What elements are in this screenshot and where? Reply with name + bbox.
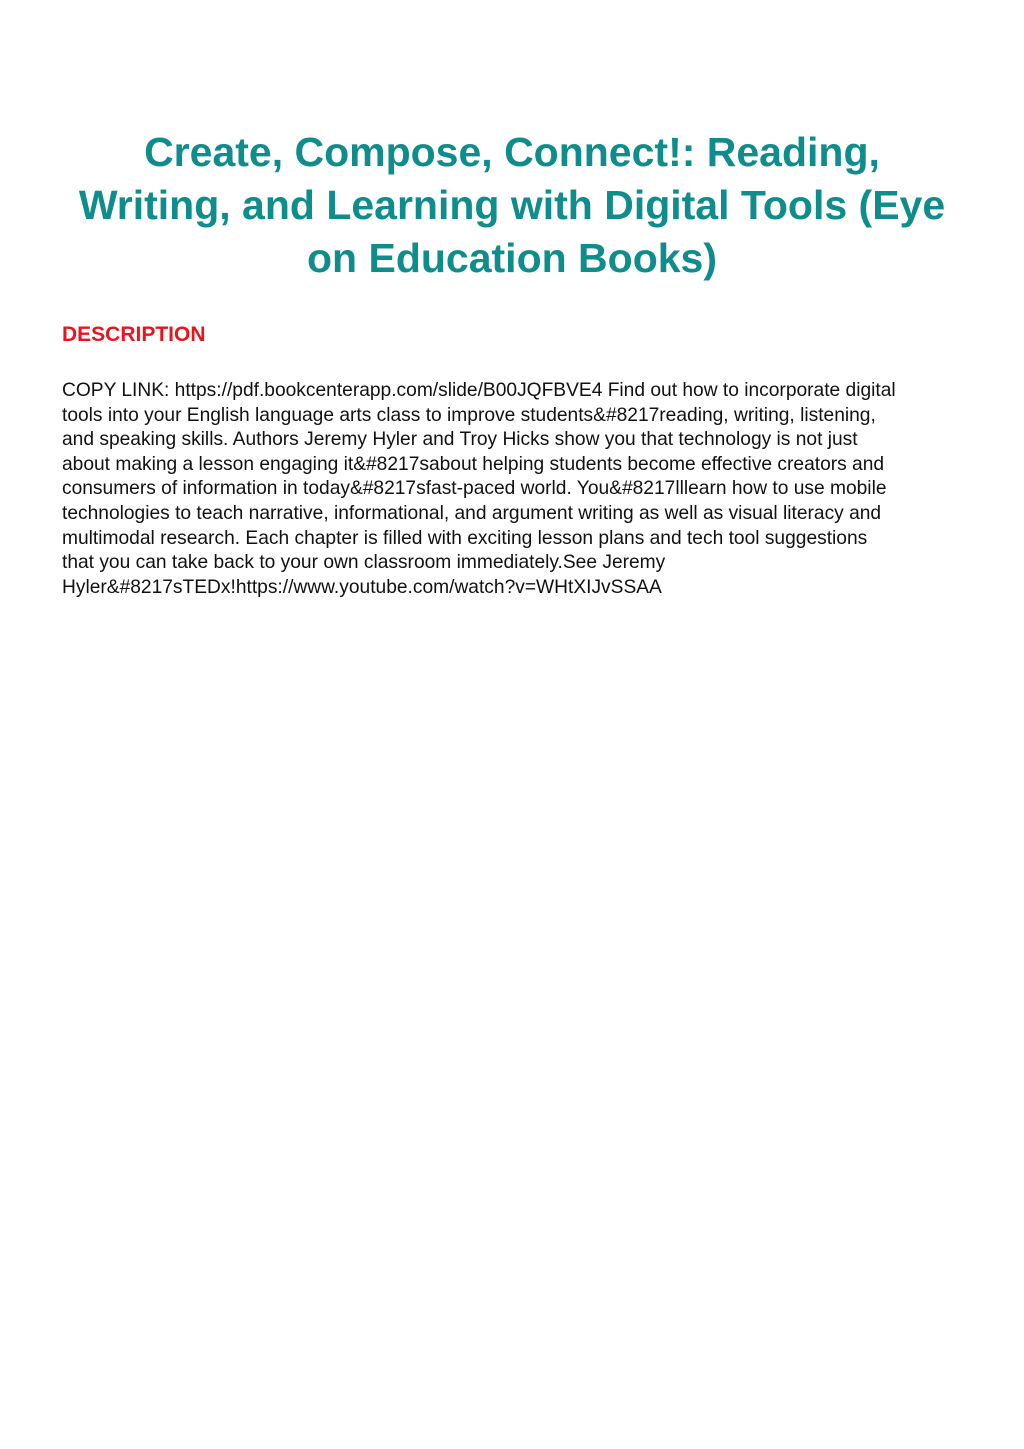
- book-title: [60, 126, 964, 285]
- description-line: Hyler&#8217sTEDx!https://www.youtube.com/watch?v=WHtXIJvSSAA: [62, 576, 662, 598]
- description-heading: DESCRIPTION: [62, 323, 206, 346]
- description-line: about making a lesson engaging it&#8217sabout helping students become effective creators and: [62, 453, 885, 475]
- description-line: tools into your English language arts class to improve students&#8217reading, writing, listening,: [62, 404, 876, 426]
- title-line: Create, Compose, Connect!: Reading,: [144, 129, 880, 175]
- description-line: COPY LINK: https://pdf.bookcenterapp.com/slide/B00JQFBVE4 Find out how to incorporate digital: [62, 380, 896, 401]
- description-line: multimodal research. Each chapter is filled with exciting lesson plans and tech tool suggestions: [62, 527, 868, 549]
- description-line: consumers of information in today&#8217sfast-paced world. You&#8217lllearn how to use mobile: [62, 478, 887, 500]
- description-line: and speaking skills. Authors Jeremy Hyler and Troy Hicks show you that technology is not just: [62, 429, 858, 451]
- description-line: that you can take back to your own classroom immediately.See Jeremy: [62, 552, 666, 574]
- description-line: technologies to teach narrative, informational, and argument writing as well as visual literacy and: [62, 502, 882, 524]
- title-line: on Education Books): [307, 235, 717, 281]
- title-line: Writing, and Learning with Digital Tools (Eye: [78, 182, 946, 228]
- description-text: [62, 379, 962, 600]
